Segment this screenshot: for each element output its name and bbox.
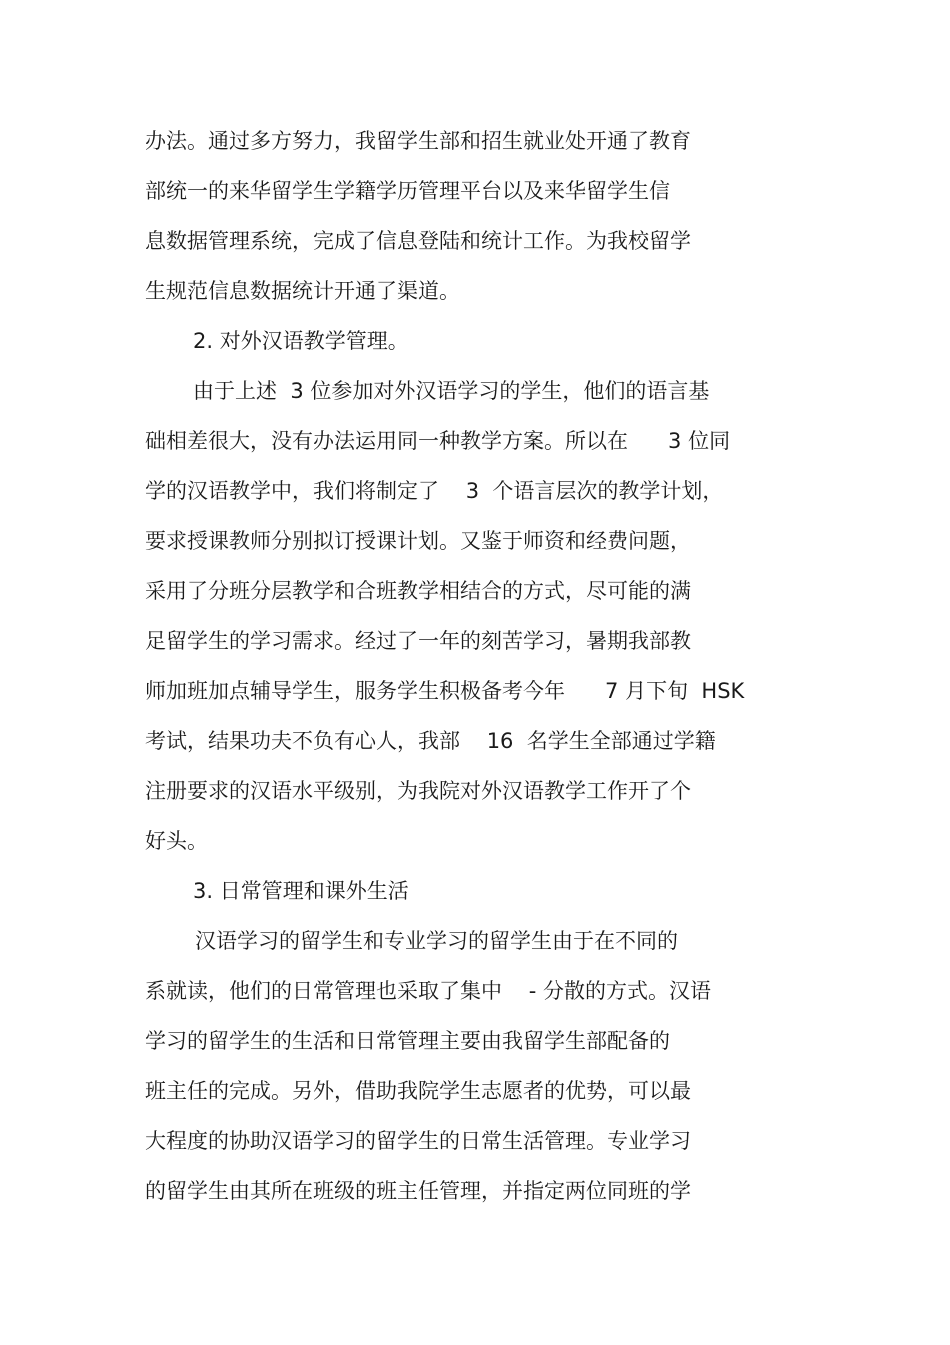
- text-line: 要求授课教师分别拟订授课计划。又鉴于师资和经费问题，: [145, 529, 691, 553]
- text-line: 系就读，他们的日常管理也采取了集中 - 分散的方式。汉语: [145, 979, 711, 1003]
- text-line: 师加班加点辅导学生，服务学生积极备考今年 7 月下旬 HSK: [145, 679, 745, 703]
- text-line: 部统一的来华留学生学籍学历管理平台以及来华留学生信: [145, 179, 670, 203]
- text-line: 学的汉语教学中，我们将制定了 3 个语言层次的教学计划，: [145, 479, 724, 503]
- section-heading: 3. 日常管理和课外生活: [193, 879, 409, 903]
- text-line: 础相差很大，没有办法运用同一种教学方案。所以在 3 位同: [145, 429, 731, 453]
- text-line: 生规范信息数据统计开通了渠道。: [145, 279, 460, 303]
- text-line: 采用了分班分层教学和合班教学相结合的方式，尽可能的满: [145, 579, 691, 603]
- text-line: 办法。通过多方努力，我留学生部和招生就业处开通了教育: [145, 129, 691, 153]
- text-line: 由于上述 3 位参加对外汉语学习的学生，他们的语言基: [193, 379, 710, 403]
- text-line: 大程度的协助汉语学习的留学生的日常生活管理。专业学习: [145, 1129, 691, 1153]
- text-line: 息数据管理系统，完成了信息登陆和统计工作。为我校留学: [145, 229, 691, 253]
- text-line: 学习的留学生的生活和日常管理主要由我留学生部配备的: [145, 1029, 670, 1053]
- text-line: 考试，结果功夫不负有心人，我部 16 名学生全部通过学籍: [145, 729, 716, 753]
- section-heading: 2. 对外汉语教学管理。: [193, 329, 409, 353]
- text-line: 注册要求的汉语水平级别，为我院对外汉语教学工作开了个: [145, 779, 691, 803]
- text-line: 汉语学习的留学生和专业学习的留学生由于在不同的: [195, 929, 678, 953]
- text-line: 足留学生的学习需求。经过了一年的刻苦学习，暑期我部教: [145, 629, 691, 653]
- text-line: 班主任的完成。另外，借助我院学生志愿者的优势，可以最: [145, 1079, 691, 1103]
- text-line: 的留学生由其所在班级的班主任管理，并指定两位同班的学: [145, 1179, 691, 1203]
- text-line: 好头。: [145, 829, 208, 853]
